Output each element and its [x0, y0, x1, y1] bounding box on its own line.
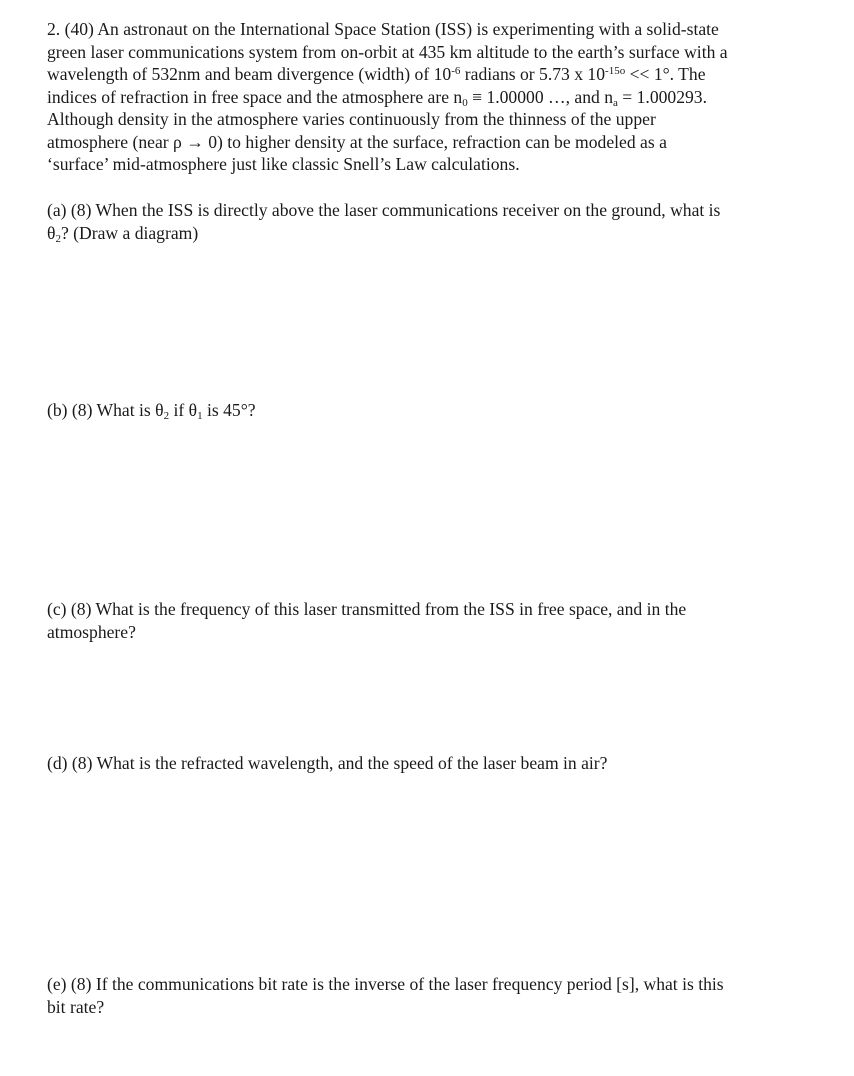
part-b-text-post: is 45°?: [202, 400, 256, 420]
subscript-n-a: a: [613, 96, 618, 109]
theta-subscript: 2: [55, 232, 61, 245]
problem-line-4: [47, 86, 837, 109]
part-b-line-1: [47, 399, 837, 422]
theta-1-subscript: 1: [197, 410, 203, 422]
problem-line-3-text-a: wavelength of 532nm and beam divergence (width) of 10: [47, 64, 452, 84]
problem-line-4-text-b: ≡ 1.00000 …, and n: [467, 86, 614, 107]
question-part-d: [47, 752, 837, 775]
part-d-line-1: (d) (8) What is the refracted wavelength, and the speed of the laser beam in air?: [47, 753, 608, 773]
question-part-c: [47, 598, 837, 643]
part-e-line-2: bit rate?: [47, 996, 105, 1017]
part-e-line-1: (e) (8) If the communications bit rate is the inverse of the laser frequency period [s], what is this: [47, 974, 724, 994]
question-part-e: [47, 973, 837, 1018]
exponent-divergence-radians: -6: [451, 65, 461, 77]
problem-line-3: [47, 63, 837, 86]
problem-line-4-text-c: = 1.000293.: [617, 86, 708, 107]
problem-line-7: ‘surface’ mid-atmosphere just like classic Snell’s Law calculations.: [47, 154, 520, 174]
part-a-line-2-text: ? (Draw a diagram): [60, 222, 199, 243]
exponent-divergence-degrees: -15o: [605, 65, 626, 77]
subscript-n-zero: 0: [462, 96, 468, 109]
question-part-b: [47, 399, 837, 422]
problem-line-3-text-c: << 1°. The: [625, 64, 706, 84]
part-c-line-1: (c) (8) What is the frequency of this laser transmitted from the ISS in free space, and in the: [47, 599, 687, 619]
part-a-line-2: [47, 222, 837, 245]
theta-2-subscript: 2: [163, 410, 170, 422]
problem-line-2: green laser communications system from on-orbit at 435 km altitude to the earth’s surface with a: [47, 41, 728, 62]
problem-line-4-text-a: indices of refraction in free space and the atmosphere are n: [47, 86, 463, 107]
theta-symbol: θ: [47, 222, 56, 243]
part-c-line-2: atmosphere?: [47, 621, 136, 642]
problem-line-1: 2. (40) An astronaut on the International Space Station (ISS) is experimenting with a solid-state: [47, 19, 719, 39]
problem-line-5: Although density in the atmosphere varies continuously from the thinness of the upper: [47, 109, 656, 129]
problem-line-6: atmosphere (near ρ → 0) to higher density at the surface, refraction can be modeled as a: [47, 131, 667, 152]
part-b-text-pre: (b) (8) What is θ: [47, 400, 164, 420]
part-a-line-1: (a) (8) When the ISS is directly above the laser communications receiver on the ground, what is: [47, 200, 721, 220]
question-part-a: [47, 199, 837, 244]
problem-statement: [47, 18, 837, 176]
part-b-text-mid: if θ: [169, 400, 198, 420]
problem-line-3-text-b: radians or 5.73 x 10: [460, 64, 606, 84]
